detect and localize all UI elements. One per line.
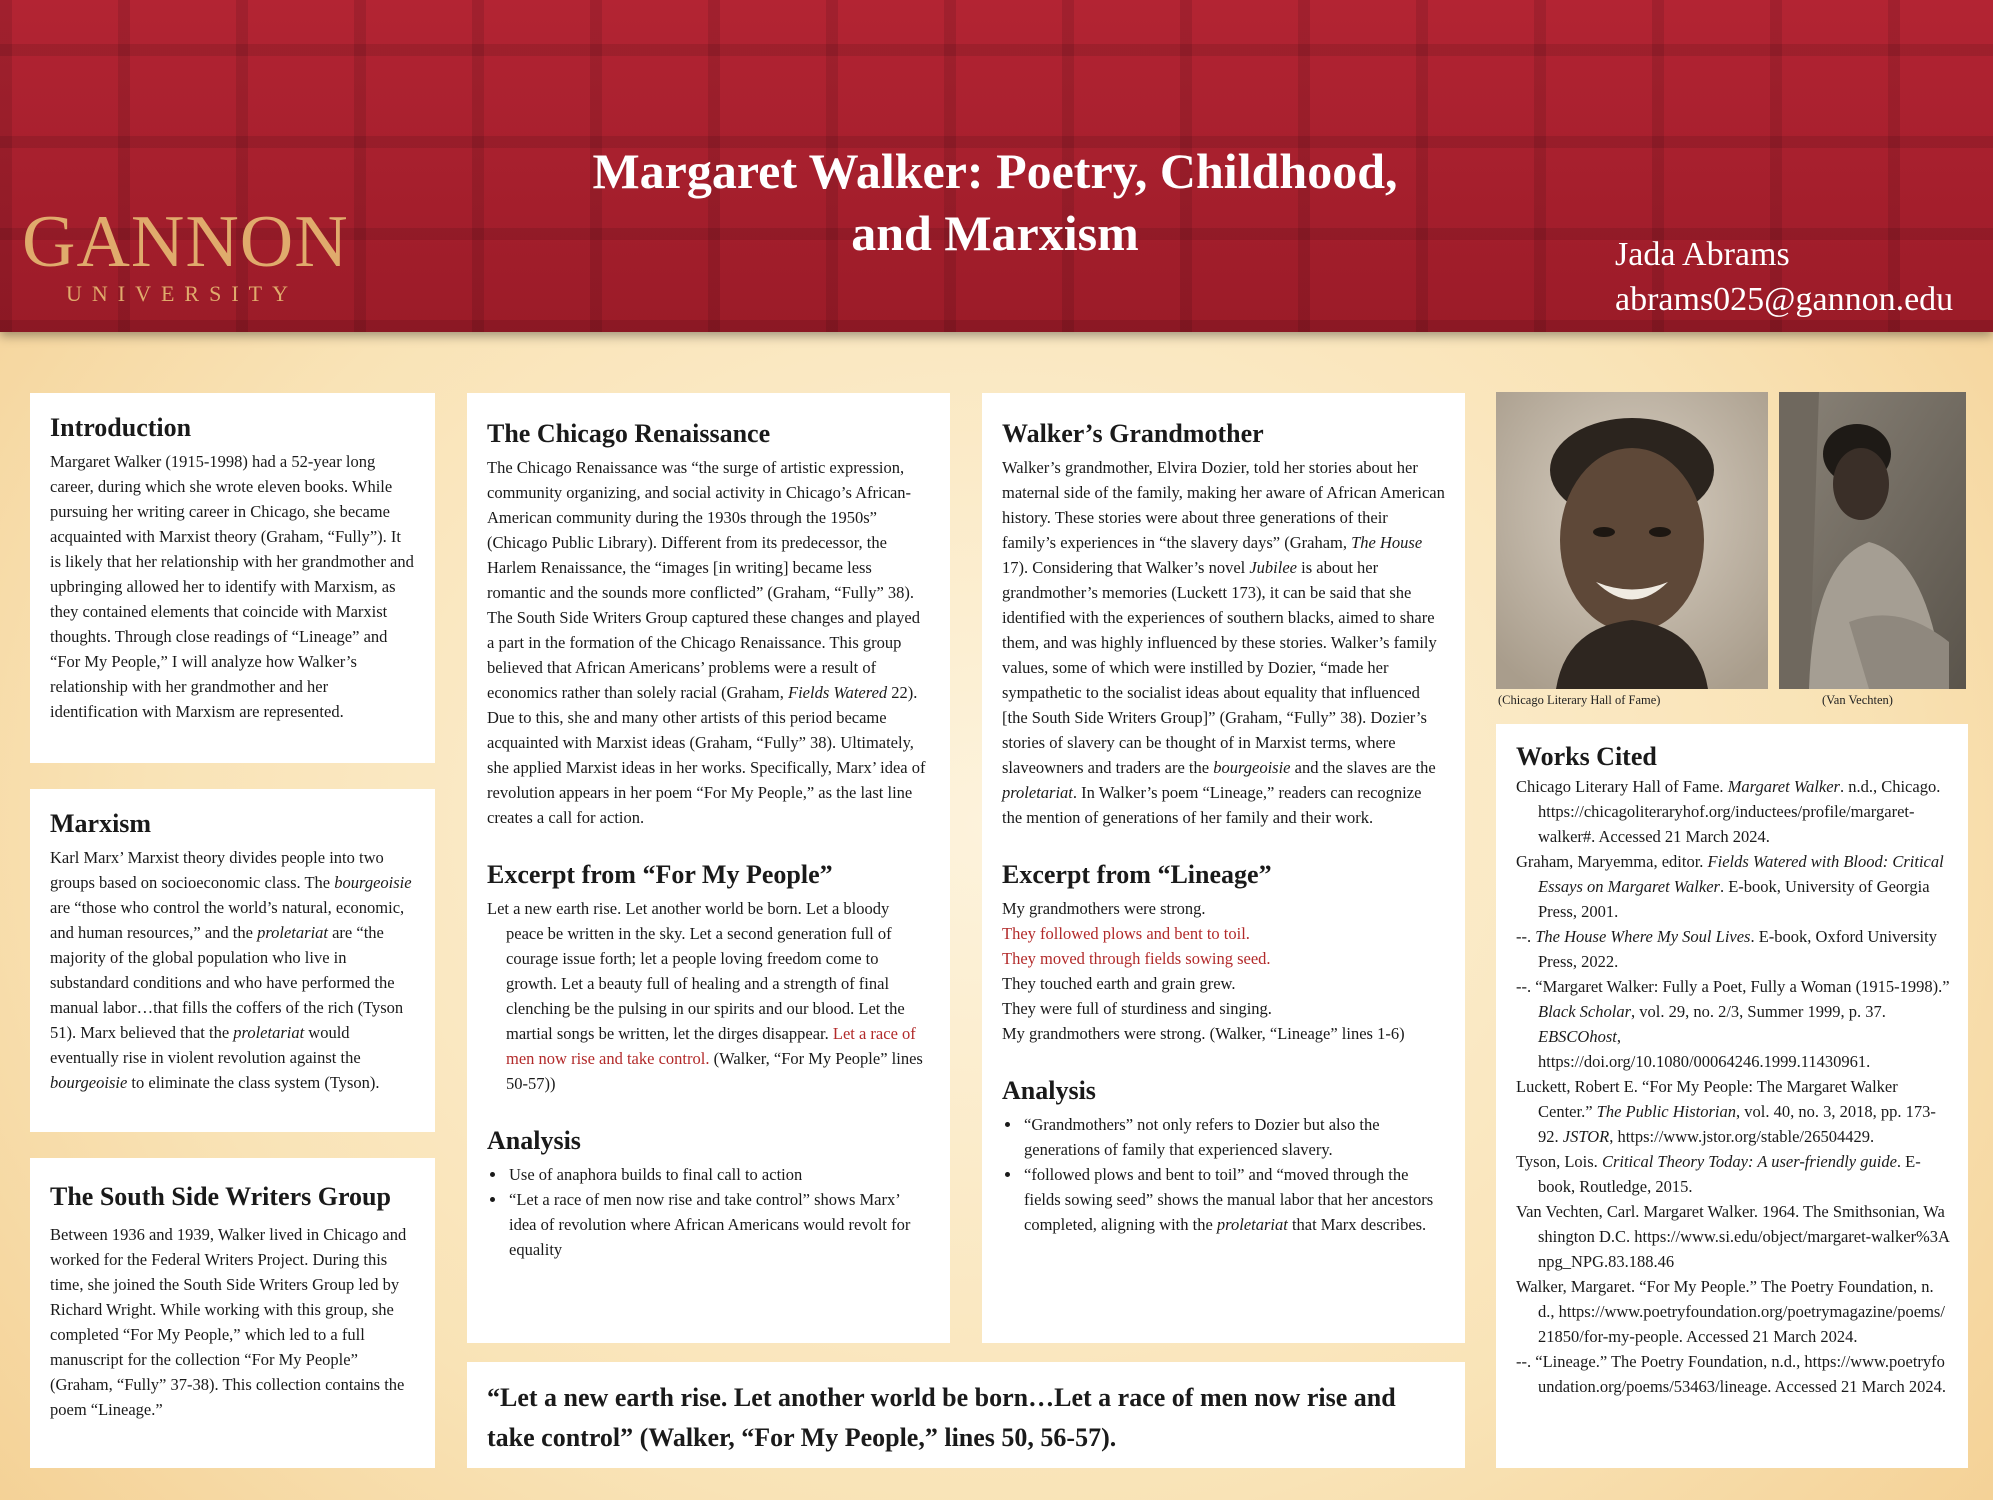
citation-entry: Graham, Maryemma, editor. Fields Watered with Blood: Critical Essays on Margaret Walker. E-book, University of Georgia Press, 2001.	[1516, 852, 1944, 921]
grandmother-heading: Walker’s Grandmother	[1002, 419, 1264, 448]
list-item: • “followed plows and bent to toil” and “moved through the fields sowing seed” shows the manual labor that her ancestors completed, aligning with the proletariat that Marx describes.	[1022, 1162, 1445, 1237]
photo-caption-1: (Chicago Literary Hall of Fame)	[1498, 693, 1661, 707]
analysis-list-people	[487, 1162, 930, 1262]
title-line-2: and Marxism	[851, 205, 1139, 261]
chicago-text: The Chicago Renaissance was “the surge of artistic expression, community organizing, and social activity in Chicago’s African-American community during the 1930s through the 1950s” (Chicago Public Library). Different from its predecessor, the Harlem Renaissance, the “images [in writing] became less romantic and the sounds more conflicted” (Graham, “Fully” 38). The South Side Writers Group captured these changes and played a part in the formation of the Chicago Renaissance. This group believed that African Americans’ problems were a result of economics rather than solely racial (Graham, Fields Watered 22). Due to this, she and many other artists of this period became acquainted with Marxist ideas (Graham, “Fully” 38). Ultimately, she applied Marxist ideas in her works. Specifically, Marx’ idea of revolution appears in her poem “For My People,” as the last line creates a call for action.	[487, 458, 926, 827]
list-item: • “Grandmothers” not only refers to Dozier but also the generations of family that experienced slavery.	[1022, 1112, 1445, 1162]
citation-entry: Van Vechten, Carl. Margaret Walker. 1964. The Smithsonian, Washington D.C. https://www.si.edu/object/margaret-walker%3Anpg_NPG.83.188.46	[1516, 1202, 1950, 1271]
poem-line: They were full of sturdiness and singing.	[1002, 999, 1272, 1018]
citation-entry: --. “Margaret Walker: Fully a Poet, Fully a Woman (1915-1998).” Black Scholar, vol. 29, no. 2/3, Summer 1999, p. 37. EBSCOhost, https://doi.org/10.1080/00064246.1999.11430961.	[1516, 977, 1950, 1071]
introduction-text: Margaret Walker (1915-1998) had a 52-year long career, during which she wrote eleven books. While pursuing her writing career in Chicago, she became acquainted with Marxist theory (Graham, “Fully”). It is likely that her relationship with her grandmother and upbringing allowed her to identify with Marxism, as they contained elements that coincide with Marxist thoughts. Through close readings of “Lineage” and “For My People,” I will analyze how Walker’s relationship with her grandmother and her identification with Marxism are represented.	[50, 452, 414, 721]
poem-line: They moved through fields sowing seed.	[1002, 949, 1271, 968]
list-item: • “Let a race of men now rise and take control” shows Marx’ idea of revolution where African Americans would revolt for equality	[507, 1187, 930, 1262]
portrait-photo-smiling	[1496, 392, 1768, 689]
author-name: Jada Abrams	[1615, 236, 1790, 273]
for-my-people-heading: Excerpt from “For My People”	[487, 860, 833, 889]
south-side-text: Between 1936 and 1939, Walker lived in Chicago and worked for the Federal Writers Project. During this time, she joined the South Side Writers Group led by Richard Wright. While working with this group, she completed “For My People,” which led to a full manuscript for the collection “For My People” (Graham, “Fully” 37-38). This collection contains the poem “Lineage.”	[50, 1225, 407, 1419]
poem-line: They followed plows and bent to toil.	[1002, 924, 1250, 943]
logo-name: GANNON	[22, 201, 349, 283]
quote-panel	[467, 1362, 1465, 1468]
south-side-panel	[30, 1158, 435, 1468]
list-item: • Use of anaphora builds to final call to action	[507, 1162, 930, 1187]
citation-entry: Luckett, Robert E. “For My People: The Margaret Walker Center.” The Public Historian, vol. 40, no. 3, 2018, pp. 173-92. JSTOR, https://www.jstor.org/stable/26504429.	[1516, 1077, 1936, 1146]
marxism-panel	[30, 789, 435, 1132]
analysis-heading-people: Analysis	[487, 1126, 581, 1155]
south-side-heading: The South Side Writers Group	[50, 1182, 391, 1211]
citation-entry: --. “Lineage.” The Poetry Foundation, n.d., https://www.poetryfoundation.org/poems/53463/lineage. Accessed 21 March 2024.	[1516, 1352, 1946, 1396]
introduction-heading: Introduction	[50, 413, 192, 442]
chicago-renaissance-panel	[467, 393, 950, 1343]
grandmother-text: Walker’s grandmother, Elvira Dozier, told her stories about her maternal side of the family, making her aware of African American history. These stories were about three generations of their family’s experiences in “the slavery days” (Graham, The House 17). Considering that Walker’s novel Jubilee is about her grandmother’s memories (Luckett 173), it can be said that she identified with the experiences of southern blacks, aimed to share them, and was highly influenced by these stories. Walker’s family values, some of which were instilled by Dozier, “made her sympathetic to the socialist ideas about equality that influenced [the South Side Writers Group]” (Graham, “Fully” 38). Dozier’s stories of slavery can be thought of in Marxist terms, where slaveowners and traders are the bourgeoisie and the slaves are the proletariat. In Walker’s poem “Lineage,” readers can recognize the mention of generations of her family and their work.	[1002, 458, 1445, 827]
marxism-text: Karl Marx’ Marxist theory divides people into two groups based on socioeconomic class. The bourgeoisie are “those who control the world’s natural, economic, and human resources,” and the proletariat are “the majority of the global population who live in substandard conditions and who have performed the manual labor…that fills the coffers of the rich (Tyson 51). Marx believed that the proletariat would eventually rise in violent revolution against the bourgeoisie to eliminate the class system (Tyson).	[50, 848, 412, 1092]
chicago-heading: The Chicago Renaissance	[487, 419, 771, 448]
lineage-excerpt	[1002, 896, 1445, 1046]
author-info	[1615, 232, 1953, 322]
citation-entry: Tyson, Lois. Critical Theory Today: A user-friendly guide. E-book, Routledge, 2015.	[1516, 1152, 1921, 1196]
author-email: abrams025@gannon.edu	[1615, 281, 1954, 318]
poster-header	[0, 0, 1993, 332]
analysis-list-lineage	[1002, 1112, 1445, 1237]
for-my-people-excerpt: Let a new earth rise. Let another world be born. Let a bloody peace be written in the sky. Let a second generation full of courage issue forth; let a people loving freedom come to growth. Let a beauty full of healing and a strength of final clenching be the pulsing in our spirits and our blood. Let the martial songs be written, let the dirges disappear. Let a race of men now rise and take control. (Walker, “For My People” lines 50-57))	[487, 899, 923, 1093]
logo-subtitle: UNIVERSITY	[66, 281, 298, 306]
lineage-heading: Excerpt from “Lineage”	[1002, 860, 1272, 889]
works-cited-heading: Works Cited	[1516, 742, 1657, 771]
poem-line: My grandmothers were strong.	[1002, 899, 1206, 918]
citation-entry: --. The House Where My Soul Lives. E-book, Oxford University Press, 2022.	[1516, 927, 1937, 971]
poem-line: My grandmothers were strong. (Walker, “Lineage” lines 1-6)	[1002, 1024, 1405, 1043]
poster-title	[480, 140, 1510, 264]
citation-entry: Walker, Margaret. “For My People.” The Poetry Foundation, n.d., https://www.poetryfoundation.org/poetrymagazine/poems/21850/for-my-people. Accessed 21 March 2024.	[1516, 1277, 1945, 1346]
analysis-heading-lineage: Analysis	[1002, 1076, 1096, 1105]
introduction-panel	[30, 393, 435, 763]
photo-caption-2: (Van Vechten)	[1822, 693, 1893, 707]
title-line-1: Margaret Walker: Poetry, Childhood,	[592, 143, 1398, 199]
quote-text: “Let a new earth rise. Let another world be born…Let a race of men now rise and take control” (Walker, “For My People,” lines 50, 56-57).	[487, 1383, 1396, 1452]
grandmother-panel	[982, 393, 1465, 1343]
poem-line: They touched earth and grain grew.	[1002, 974, 1236, 993]
works-cited-panel	[1496, 724, 1968, 1468]
gannon-logo	[22, 201, 349, 307]
portrait-photo-seated	[1779, 392, 1966, 689]
citation-entry: Chicago Literary Hall of Fame. Margaret Walker. n.d., Chicago. https://chicagoliteraryhof.org/inductees/profile/margaret-walker#. Accessed 21 March 2024.	[1516, 777, 1941, 846]
marxism-heading: Marxism	[50, 809, 152, 838]
